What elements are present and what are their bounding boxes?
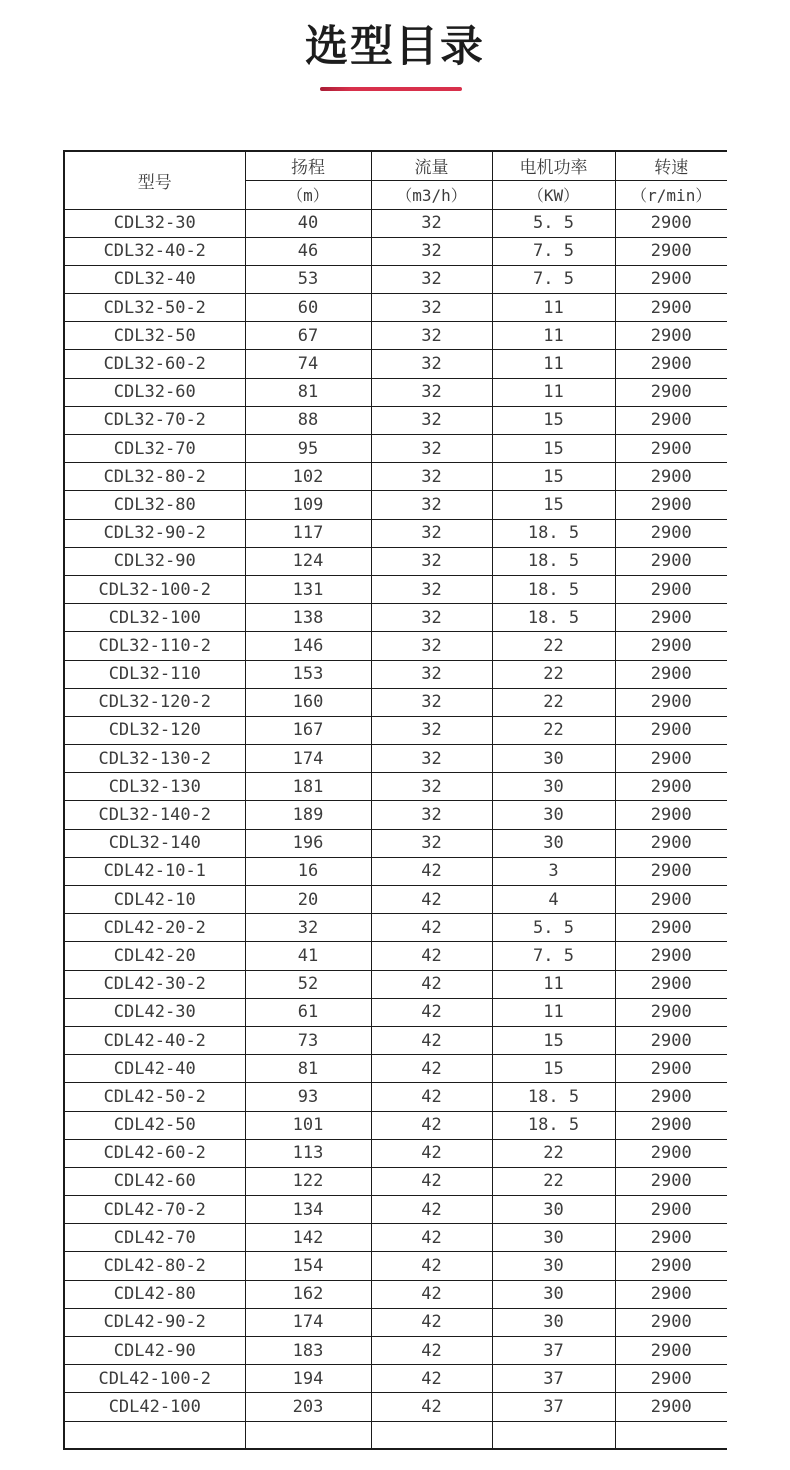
speed-cell: 2900	[615, 942, 727, 970]
model-cell: CDL32-40	[64, 265, 245, 293]
power-cell: 15	[492, 406, 615, 434]
model-cell: CDL32-30	[64, 209, 245, 237]
head-cell: 46	[245, 237, 371, 265]
head-cell: 53	[245, 265, 371, 293]
power-cell: 22	[492, 688, 615, 716]
power-cell: 18. 5	[492, 1083, 615, 1111]
power-cell: 22	[492, 716, 615, 744]
power-cell: 15	[492, 491, 615, 519]
page-title: 选型目录	[305, 22, 485, 72]
speed-cell: 2900	[615, 1308, 727, 1336]
flow-cell: 32	[371, 322, 492, 350]
speed-cell: 2900	[615, 886, 727, 914]
head-cell: 74	[245, 350, 371, 378]
power-cell: 3	[492, 857, 615, 885]
model-cell: CDL32-100	[64, 604, 245, 632]
power-cell: 15	[492, 1026, 615, 1054]
model-cell: CDL42-30	[64, 998, 245, 1026]
head-cell: 154	[245, 1252, 371, 1280]
flow-cell: 42	[371, 1365, 492, 1393]
model-cell: CDL32-120-2	[64, 688, 245, 716]
table-row	[64, 378, 727, 406]
table-header	[64, 151, 727, 209]
power-cell: 11	[492, 378, 615, 406]
head-cell: 67	[245, 322, 371, 350]
head-cell: 95	[245, 435, 371, 463]
table-row	[64, 1224, 727, 1252]
flow-cell: 42	[371, 970, 492, 998]
model-cell: CDL42-60-2	[64, 1139, 245, 1167]
header-power: 电机功率	[492, 151, 615, 180]
flow-cell: 32	[371, 237, 492, 265]
head-cell: 93	[245, 1083, 371, 1111]
speed-cell: 2900	[615, 914, 727, 942]
table-row	[64, 1337, 727, 1365]
flow-cell: 32	[371, 265, 492, 293]
head-cell: 52	[245, 970, 371, 998]
power-cell: 30	[492, 1308, 615, 1336]
power-cell: 30	[492, 773, 615, 801]
head-cell: 131	[245, 575, 371, 603]
flow-cell: 42	[371, 1224, 492, 1252]
table-row	[64, 575, 727, 603]
model-cell: CDL42-20	[64, 942, 245, 970]
table-row	[64, 1167, 727, 1195]
power-cell: 7. 5	[492, 942, 615, 970]
flow-cell: 42	[371, 1026, 492, 1054]
model-cell: CDL32-50	[64, 322, 245, 350]
table-row	[64, 294, 727, 322]
speed-cell: 2900	[615, 294, 727, 322]
flow-cell: 42	[371, 1196, 492, 1224]
model-cell: CDL32-140-2	[64, 801, 245, 829]
power-cell: 22	[492, 660, 615, 688]
selection-table-container	[63, 150, 727, 1470]
speed-cell: 2900	[615, 1280, 727, 1308]
table-row	[64, 857, 727, 885]
speed-cell: 2900	[615, 1083, 727, 1111]
flow-cell: 32	[371, 604, 492, 632]
speed-cell: 2900	[615, 716, 727, 744]
power-cell: 11	[492, 294, 615, 322]
power-cell: 30	[492, 829, 615, 857]
flow-cell: 42	[371, 1083, 492, 1111]
table-row	[64, 1139, 727, 1167]
head-cell: 113	[245, 1139, 371, 1167]
flow-cell: 32	[371, 435, 492, 463]
head-cell: 181	[245, 773, 371, 801]
table-row	[64, 970, 727, 998]
flow-cell: 32	[371, 519, 492, 547]
flow-cell: 32	[371, 491, 492, 519]
power-cell: 22	[492, 1139, 615, 1167]
flow-cell: 32	[371, 463, 492, 491]
table-row	[64, 604, 727, 632]
model-cell: CDL32-120	[64, 716, 245, 744]
power-cell: 5. 5	[492, 209, 615, 237]
model-cell: CDL32-130-2	[64, 745, 245, 773]
head-cell: 32	[245, 914, 371, 942]
model-cell: CDL32-60	[64, 378, 245, 406]
table-row	[64, 1196, 727, 1224]
model-cell: CDL42-50	[64, 1111, 245, 1139]
head-cell: 61	[245, 998, 371, 1026]
head-cell: 60	[245, 294, 371, 322]
head-cell: 183	[245, 1337, 371, 1365]
power-cell: 37	[492, 1365, 615, 1393]
flow-cell: 32	[371, 801, 492, 829]
model-cell: CDL42-100	[64, 1393, 245, 1421]
head-cell: 81	[245, 378, 371, 406]
speed-cell: 2900	[615, 237, 727, 265]
speed-cell: 2900	[615, 773, 727, 801]
table-row	[64, 773, 727, 801]
table-row	[64, 829, 727, 857]
model-cell: CDL32-140	[64, 829, 245, 857]
table-row	[64, 1083, 727, 1111]
power-cell: 30	[492, 801, 615, 829]
header-name-row	[64, 151, 727, 180]
head-cell: 134	[245, 1196, 371, 1224]
table-body	[64, 209, 727, 1421]
flow-cell: 32	[371, 209, 492, 237]
power-cell: 18. 5	[492, 519, 615, 547]
power-cell: 30	[492, 1224, 615, 1252]
speed-cell: 2900	[615, 519, 727, 547]
head-cell: 174	[245, 745, 371, 773]
power-cell: 37	[492, 1393, 615, 1421]
power-cell: 11	[492, 998, 615, 1026]
flow-cell: 42	[371, 1280, 492, 1308]
table-row	[64, 209, 727, 237]
speed-cell: 2900	[615, 1111, 727, 1139]
power-cell: 37	[492, 1337, 615, 1365]
head-cell: 194	[245, 1365, 371, 1393]
head-cell: 88	[245, 406, 371, 434]
power-cell: 30	[492, 1196, 615, 1224]
flow-cell: 42	[371, 857, 492, 885]
table-row	[64, 547, 727, 575]
model-cell: CDL32-80-2	[64, 463, 245, 491]
head-cell: 138	[245, 604, 371, 632]
table-row	[64, 435, 727, 463]
flow-cell: 32	[371, 688, 492, 716]
model-cell: CDL32-40-2	[64, 237, 245, 265]
header-power-unit: （KW）	[492, 180, 615, 209]
power-cell: 30	[492, 745, 615, 773]
head-cell: 20	[245, 886, 371, 914]
speed-cell: 2900	[615, 1167, 727, 1195]
power-cell: 15	[492, 1055, 615, 1083]
speed-cell: 2900	[615, 406, 727, 434]
flow-cell: 42	[371, 886, 492, 914]
model-cell: CDL42-60	[64, 1167, 245, 1195]
head-cell: 142	[245, 1224, 371, 1252]
table-row	[64, 632, 727, 660]
header-flow: 流量	[371, 151, 492, 180]
model-cell: CDL42-40	[64, 1055, 245, 1083]
power-cell: 4	[492, 886, 615, 914]
table-row	[64, 1365, 727, 1393]
model-cell: CDL32-130	[64, 773, 245, 801]
flow-cell: 32	[371, 575, 492, 603]
speed-cell: 2900	[615, 970, 727, 998]
speed-cell: 2900	[615, 265, 727, 293]
model-cell: CDL42-40-2	[64, 1026, 245, 1054]
speed-cell: 2900	[615, 745, 727, 773]
speed-cell: 2900	[615, 463, 727, 491]
speed-cell: 2900	[615, 491, 727, 519]
power-cell: 11	[492, 350, 615, 378]
speed-cell: 2900	[615, 209, 727, 237]
table-row	[64, 660, 727, 688]
head-cell: 102	[245, 463, 371, 491]
head-cell: 73	[245, 1026, 371, 1054]
model-cell: CDL42-70	[64, 1224, 245, 1252]
head-cell: 162	[245, 1280, 371, 1308]
power-cell: 18. 5	[492, 604, 615, 632]
table-row	[64, 1026, 727, 1054]
table-row	[64, 1393, 727, 1421]
speed-cell: 2900	[615, 1365, 727, 1393]
flow-cell: 42	[371, 1139, 492, 1167]
flow-cell: 32	[371, 378, 492, 406]
model-cell: CDL42-10	[64, 886, 245, 914]
flow-cell: 32	[371, 406, 492, 434]
flow-cell: 42	[371, 1393, 492, 1421]
speed-cell: 2900	[615, 1055, 727, 1083]
speed-cell: 2900	[615, 1196, 727, 1224]
flow-cell: 32	[371, 716, 492, 744]
table-row	[64, 716, 727, 744]
power-cell: 7. 5	[492, 237, 615, 265]
power-cell: 18. 5	[492, 575, 615, 603]
flow-cell: 42	[371, 914, 492, 942]
flow-cell: 42	[371, 1252, 492, 1280]
flow-cell: 42	[371, 998, 492, 1026]
table-row	[64, 322, 727, 350]
speed-cell: 2900	[615, 688, 727, 716]
speed-cell: 2900	[615, 378, 727, 406]
flow-cell: 32	[371, 773, 492, 801]
partial-table-row	[64, 1421, 727, 1449]
table-row	[64, 265, 727, 293]
flow-cell: 42	[371, 942, 492, 970]
table-row	[64, 998, 727, 1026]
header-flow-unit: （m3/h）	[371, 180, 492, 209]
flow-cell: 32	[371, 660, 492, 688]
speed-cell: 2900	[615, 1139, 727, 1167]
flow-cell: 32	[371, 294, 492, 322]
model-cell: CDL42-90	[64, 1337, 245, 1365]
model-cell: CDL42-100-2	[64, 1365, 245, 1393]
speed-cell: 2900	[615, 1252, 727, 1280]
flow-cell: 32	[371, 745, 492, 773]
head-cell: 41	[245, 942, 371, 970]
flow-cell: 32	[371, 632, 492, 660]
head-cell: 160	[245, 688, 371, 716]
selection-table	[63, 150, 727, 1450]
speed-cell: 2900	[615, 604, 727, 632]
power-cell: 30	[492, 1280, 615, 1308]
head-cell: 117	[245, 519, 371, 547]
header-model: 型号	[64, 151, 245, 209]
head-cell: 174	[245, 1308, 371, 1336]
model-cell: CDL42-20-2	[64, 914, 245, 942]
speed-cell: 2900	[615, 998, 727, 1026]
model-cell: CDL32-100-2	[64, 575, 245, 603]
model-cell: CDL42-30-2	[64, 970, 245, 998]
model-cell: CDL32-110	[64, 660, 245, 688]
title-underline	[320, 87, 462, 91]
speed-cell: 2900	[615, 1026, 727, 1054]
head-cell: 189	[245, 801, 371, 829]
power-cell: 18. 5	[492, 547, 615, 575]
model-cell: CDL42-80	[64, 1280, 245, 1308]
model-cell: CDL32-70-2	[64, 406, 245, 434]
header-head: 扬程	[245, 151, 371, 180]
table-row	[64, 519, 727, 547]
power-cell: 22	[492, 1167, 615, 1195]
speed-cell: 2900	[615, 857, 727, 885]
head-cell: 196	[245, 829, 371, 857]
power-cell: 15	[492, 435, 615, 463]
table-row	[64, 1280, 727, 1308]
head-cell: 153	[245, 660, 371, 688]
speed-cell: 2900	[615, 829, 727, 857]
power-cell: 11	[492, 970, 615, 998]
model-cell: CDL42-70-2	[64, 1196, 245, 1224]
clipped-partial-row-body	[64, 1421, 727, 1449]
table-row	[64, 914, 727, 942]
flow-cell: 32	[371, 350, 492, 378]
flow-cell: 32	[371, 829, 492, 857]
head-cell: 81	[245, 1055, 371, 1083]
header-speed-unit: （r/min）	[615, 180, 727, 209]
flow-cell: 32	[371, 547, 492, 575]
speed-cell: 2900	[615, 1337, 727, 1365]
speed-cell: 2900	[615, 801, 727, 829]
speed-cell: 2900	[615, 547, 727, 575]
table-row	[64, 745, 727, 773]
table-row	[64, 406, 727, 434]
table-row	[64, 688, 727, 716]
head-cell: 109	[245, 491, 371, 519]
head-cell: 16	[245, 857, 371, 885]
header-speed: 转速	[615, 151, 727, 180]
head-cell: 203	[245, 1393, 371, 1421]
table-row	[64, 1111, 727, 1139]
model-cell: CDL32-90-2	[64, 519, 245, 547]
model-cell: CDL42-90-2	[64, 1308, 245, 1336]
head-cell: 101	[245, 1111, 371, 1139]
table-row	[64, 237, 727, 265]
power-cell: 11	[492, 322, 615, 350]
speed-cell: 2900	[615, 322, 727, 350]
model-cell: CDL32-80	[64, 491, 245, 519]
power-cell: 18. 5	[492, 1111, 615, 1139]
speed-cell: 2900	[615, 435, 727, 463]
table-row	[64, 491, 727, 519]
model-cell: CDL32-70	[64, 435, 245, 463]
table-row	[64, 463, 727, 491]
flow-cell: 42	[371, 1337, 492, 1365]
table-row	[64, 942, 727, 970]
flow-cell: 42	[371, 1308, 492, 1336]
flow-cell: 42	[371, 1111, 492, 1139]
power-cell: 7. 5	[492, 265, 615, 293]
table-row	[64, 1308, 727, 1336]
table-row	[64, 801, 727, 829]
model-cell: CDL42-50-2	[64, 1083, 245, 1111]
model-cell: CDL32-60-2	[64, 350, 245, 378]
speed-cell: 2900	[615, 632, 727, 660]
head-cell: 167	[245, 716, 371, 744]
header-head-unit: （m）	[245, 180, 371, 209]
speed-cell: 2900	[615, 1224, 727, 1252]
model-cell: CDL32-90	[64, 547, 245, 575]
flow-cell: 42	[371, 1167, 492, 1195]
power-cell: 5. 5	[492, 914, 615, 942]
model-cell: CDL32-50-2	[64, 294, 245, 322]
speed-cell: 2900	[615, 1393, 727, 1421]
speed-cell: 2900	[615, 575, 727, 603]
flow-cell: 42	[371, 1055, 492, 1083]
power-cell: 30	[492, 1252, 615, 1280]
power-cell: 22	[492, 632, 615, 660]
power-cell: 15	[492, 463, 615, 491]
head-cell: 124	[245, 547, 371, 575]
table-row	[64, 350, 727, 378]
table-row	[64, 886, 727, 914]
head-cell: 146	[245, 632, 371, 660]
model-cell: CDL42-80-2	[64, 1252, 245, 1280]
model-cell: CDL32-110-2	[64, 632, 245, 660]
table-row	[64, 1252, 727, 1280]
speed-cell: 2900	[615, 660, 727, 688]
table-row	[64, 1055, 727, 1083]
head-cell: 40	[245, 209, 371, 237]
speed-cell: 2900	[615, 350, 727, 378]
head-cell: 122	[245, 1167, 371, 1195]
model-cell: CDL42-10-1	[64, 857, 245, 885]
